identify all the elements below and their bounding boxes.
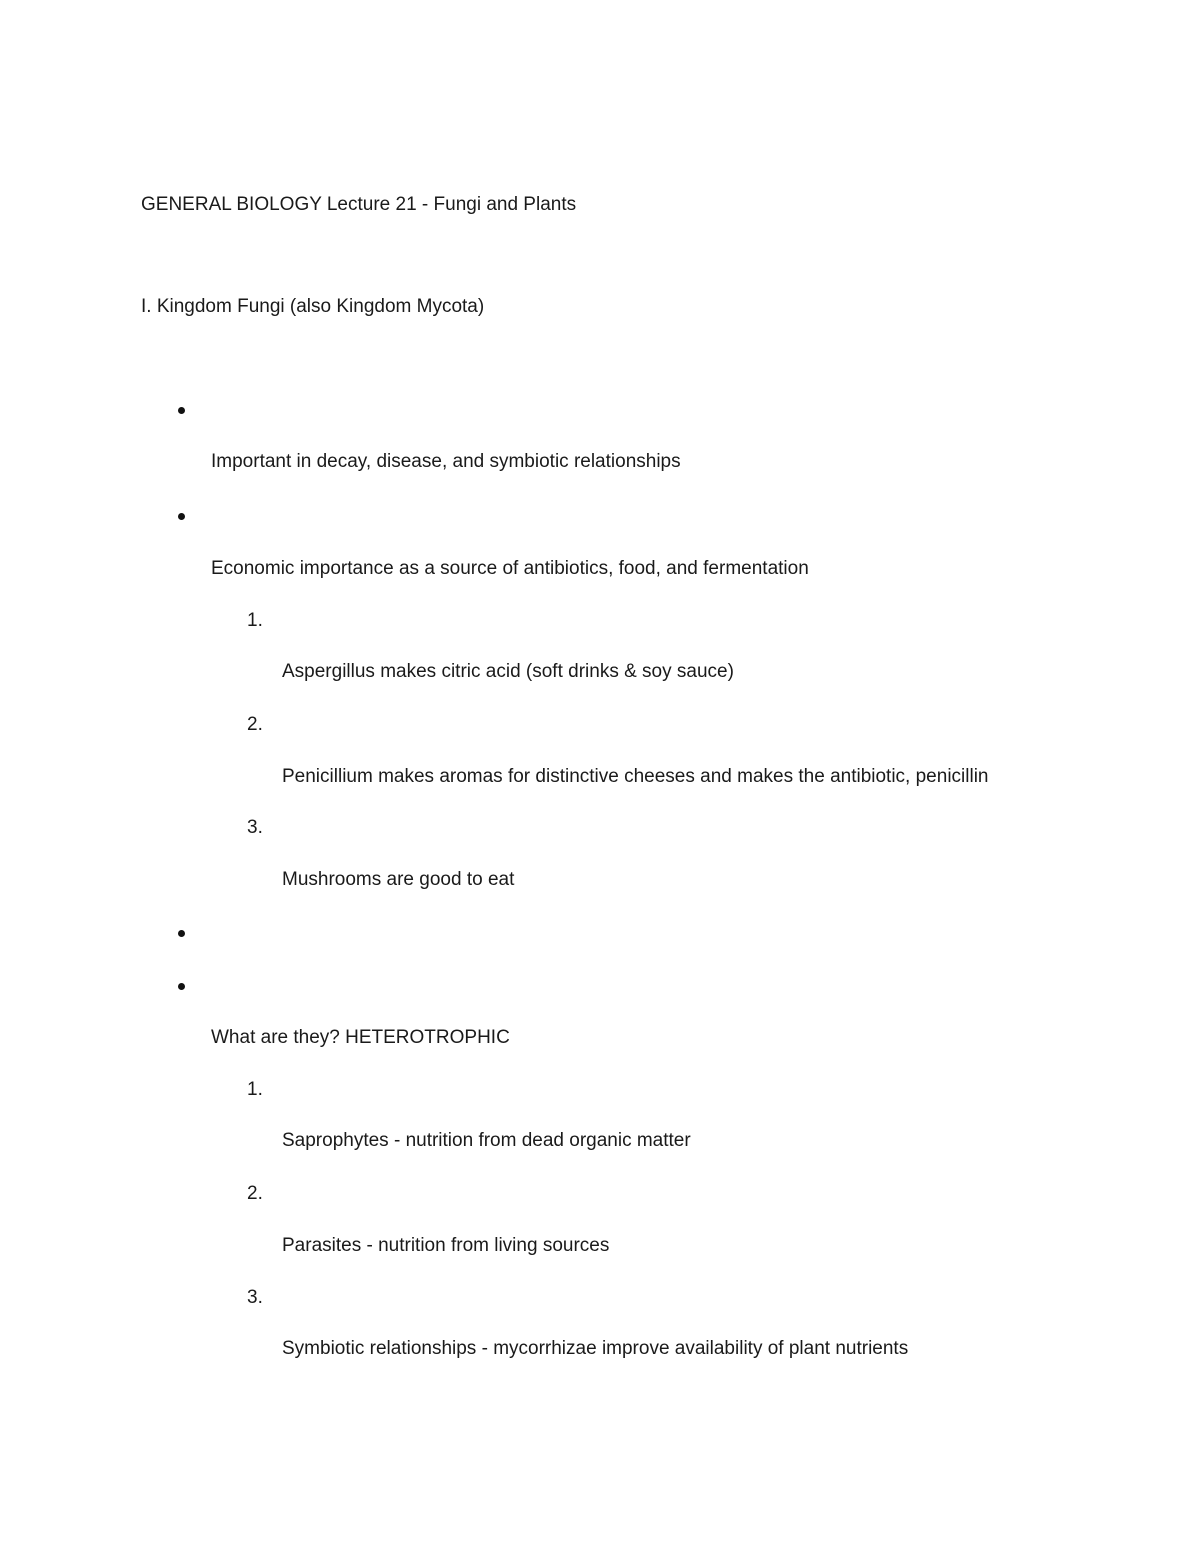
bullet-text: Important in decay, disease, and symbiotic relationships bbox=[211, 451, 681, 472]
list-item-text: Penicillium makes aromas for distinctive cheeses and makes the antibiotic, penicillin bbox=[282, 766, 989, 787]
bullet-text: What are they? HETEROTROPHIC bbox=[211, 1027, 510, 1048]
list-item-marker: 2. bbox=[247, 714, 263, 735]
bullet-marker bbox=[178, 407, 185, 414]
list-item-text: Mushrooms are good to eat bbox=[282, 869, 515, 890]
list-item-marker: 3. bbox=[247, 817, 263, 838]
list-item-marker: 3. bbox=[247, 1287, 263, 1308]
document-title: GENERAL BIOLOGY Lecture 21 - Fungi and Plants bbox=[141, 194, 577, 215]
list-item-marker: 2. bbox=[247, 1183, 263, 1204]
section-heading: I. Kingdom Fungi (also Kingdom Mycota) bbox=[141, 296, 485, 317]
bullet-marker bbox=[178, 513, 185, 520]
list-item-marker: 1. bbox=[247, 610, 263, 631]
list-item-text: Saprophytes - nutrition from dead organic matter bbox=[282, 1130, 691, 1151]
bullet-marker bbox=[178, 983, 185, 990]
bullet-text: Economic importance as a source of antibiotics, food, and fermentation bbox=[211, 558, 809, 579]
list-item-text: Symbiotic relationships - mycorrhizae improve availability of plant nutrients bbox=[282, 1338, 909, 1359]
list-item-marker: 1. bbox=[247, 1079, 263, 1100]
list-item-text: Aspergillus makes citric acid (soft drinks & soy sauce) bbox=[282, 661, 734, 682]
list-item-text: Parasites - nutrition from living sources bbox=[282, 1235, 610, 1256]
bullet-marker bbox=[178, 930, 185, 937]
